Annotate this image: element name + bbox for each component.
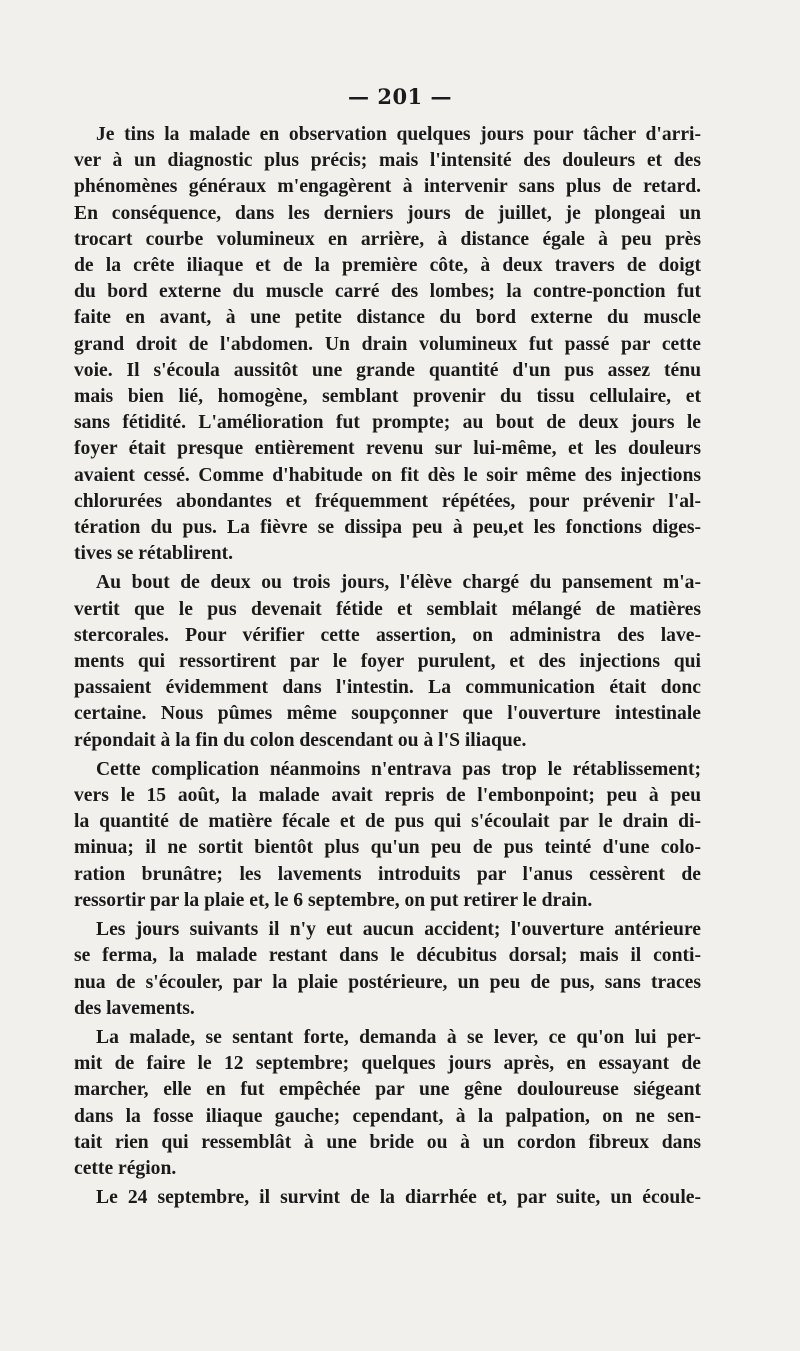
text-line: mais bien lié, homogène, semblant provenir du tissu cellulaire, et (74, 386, 701, 408)
text-line: ver à un diagnostic plus précis; mais l'intensité des douleurs et des (74, 150, 701, 172)
text-line: sans fétidité. L'amélioration fut prompte; au bout de deux jours le (74, 412, 701, 434)
text-line: grand droit de l'abdomen. Un drain volumineux fut passé par cette (74, 333, 701, 355)
text-line: vers le 15 août, la malade avait repris de l'embonpoint; peu à peu (74, 785, 701, 807)
text-line: minua; il ne sortit bientôt plus qu'un peu de pus teinté d'une colo- (74, 837, 701, 859)
text-line: des lavements. (74, 997, 195, 1019)
text-line: Les jours suivants il n'y eut aucun accident; l'ouverture antérieure (96, 919, 701, 941)
text-line: ments qui ressortirent par le foyer purulent, et des injections qui (74, 651, 701, 673)
text-line: la quantité de matière fécale et de pus qui s'écoulait par le drain di- (74, 811, 701, 833)
text-line: dans la fosse iliaque gauche; cependant, à la palpation, on ne sen- (74, 1105, 701, 1127)
text-line: tives se rétablirent. (74, 543, 234, 565)
text-line: se ferma, la malade restant dans le décubitus dorsal; mais il conti- (74, 945, 701, 967)
text-line: tait rien qui ressemblât à une bride ou à un cordon fibreux dans (74, 1131, 701, 1153)
body-text (74, 122, 701, 1213)
text-line: mit de faire le 12 septembre; quelques jours après, en essayant de (74, 1053, 701, 1075)
text-line: Au bout de deux ou trois jours, l'élève chargé du pansement m'a- (96, 572, 701, 594)
text-line: ressortir par la plaie et, le 6 septembre, on put retirer le drain. (74, 889, 593, 911)
text-line: du bord externe du muscle carré des lombes; la contre-ponction fut (74, 281, 701, 303)
text-line: avaient cessé. Comme d'habitude on fit dès le soir même des injections (74, 464, 701, 486)
text-line: foyer était presque entièrement revenu sur lui-même, et les douleurs (74, 438, 701, 460)
text-line: Cette complication néanmoins n'entrava pas trop le rétablissement; (96, 758, 701, 780)
text-line: chlorurées abondantes et fréquemment répétées, pour prévenir l'al- (74, 490, 701, 512)
text-line: phénomènes généraux m'engagèrent à intervenir sans plus de retard. (74, 176, 701, 198)
text-line: tération du pus. La fièvre se dissipa peu à peu,et les fonctions diges- (74, 517, 701, 539)
text-line: cette région. (74, 1157, 177, 1179)
paragraph-1 (74, 122, 701, 567)
text-line: marcher, elle en fut empêchée par une gêne douloureuse siégeant (74, 1079, 701, 1101)
text-line: En conséquence, dans les derniers jours de juillet, je plongeai un (74, 202, 701, 224)
paragraph-6 (74, 1185, 701, 1211)
paragraph-3 (74, 757, 701, 914)
text-line: de la crête iliaque et de la première côte, à deux travers de doigt (74, 255, 701, 277)
text-line: ration brunâtre; les lavements introduits par l'anus cessèrent de (74, 863, 701, 885)
text-line: stercorales. Pour vérifier cette assertion, on administra des lave- (74, 624, 701, 646)
page-number: — 201 — (348, 84, 452, 109)
text-line: voie. Il s'écoula aussitôt une grande quantité d'un pus assez ténu (74, 359, 701, 381)
text-line: faite en avant, à une petite distance du bord externe du muscle (74, 307, 701, 329)
text-line: répondait à la fin du colon descendant ou à l'S iliaque. (74, 729, 527, 751)
text-line: trocart courbe volumineux en arrière, à distance égale à peu près (74, 228, 701, 250)
text-line: vertit que le pus devenait fétide et semblait mélangé de matières (74, 598, 701, 620)
paragraph-4 (74, 917, 701, 1022)
text-line: certaine. Nous pûmes même soupçonner que l'ouverture intestinale (74, 703, 701, 725)
text-line: Le 24 septembre, il survint de la diarrhée et, par suite, un écoule- (96, 1187, 701, 1209)
text-line: passaient évidemment dans l'intestin. La communication était donc (74, 677, 701, 699)
text-line: La malade, se sentant forte, demanda à se lever, ce qu'on lui per- (96, 1026, 701, 1048)
text-line: nua de s'écouler, par la plaie postérieure, un peu de pus, sans traces (74, 971, 701, 993)
paragraph-2 (74, 570, 701, 753)
text-line: Je tins la malade en observation quelques jours pour tâcher d'arri- (96, 124, 701, 145)
paragraph-5 (74, 1025, 701, 1182)
